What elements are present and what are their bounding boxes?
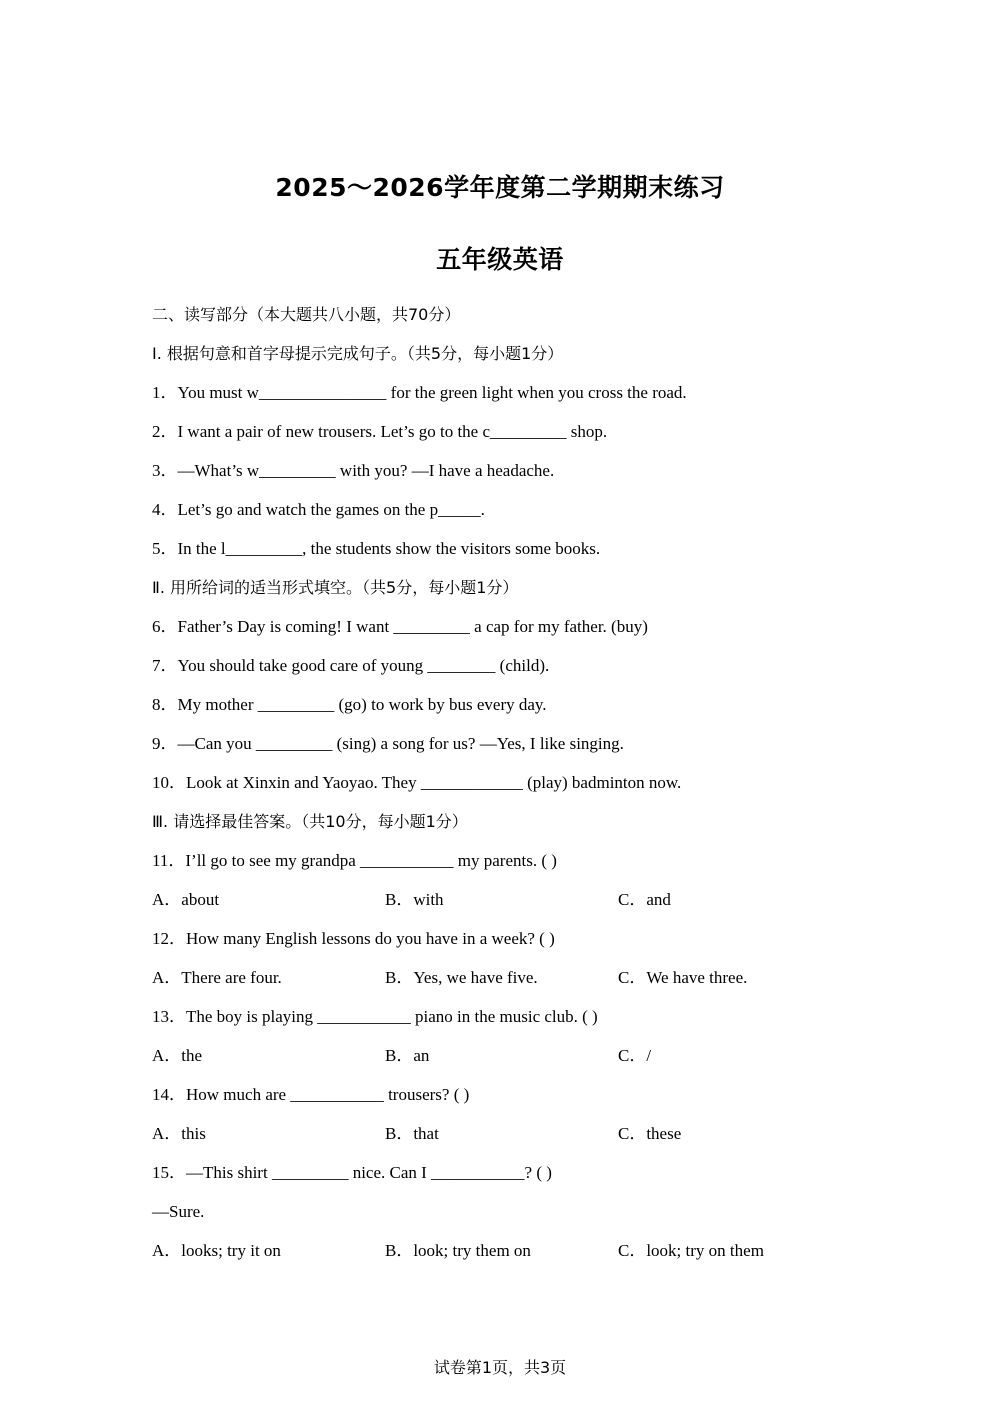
question-6: 6．Father’s Day is coming! I want _________ a cap for my father. (buy) — [152, 617, 648, 636]
question-15-reply: —Sure. — [152, 1202, 205, 1221]
question-7: 7．You should take good care of young ________ (child). — [152, 656, 550, 675]
option-b: B．look; try them on — [385, 1241, 531, 1260]
option-a: A．about — [152, 890, 220, 909]
part2-heading: Ⅱ. 用所给词的适当形式填空。（共5分，每小题1分） — [152, 578, 519, 597]
option-c: C．these — [618, 1124, 682, 1143]
option-a: A．There are four. — [152, 968, 282, 987]
question-14-options — [152, 1121, 852, 1160]
option-c: C．look; try on them — [618, 1241, 764, 1260]
part3-heading: Ⅲ. 请选择最佳答案。（共10分，每小题1分） — [152, 812, 468, 831]
question-8: 8．My mother _________ (go) to work by bus every day. — [152, 695, 547, 714]
page-footer: 试卷第1页，共3页 — [433, 1358, 567, 1377]
question-15: 15．—This shirt _________ nice. Can I ___________? ( ) — [152, 1163, 552, 1182]
question-4: 4．Let’s go and watch the games on the p_____. — [152, 500, 485, 519]
exam-subtitle: 五年级英语 — [436, 245, 564, 274]
exam-title: 2025～2026学年度第二学期期末练习 — [275, 173, 725, 202]
question-14: 14．How much are ___________ trousers? ( ) — [152, 1085, 470, 1104]
section-heading: 二、读写部分（本大题共八小题，共70分） — [152, 305, 461, 324]
option-b: B．that — [385, 1124, 439, 1143]
option-c: C．and — [618, 890, 671, 909]
exam-content — [152, 302, 852, 1277]
question-15-options — [152, 1238, 852, 1277]
question-12-options — [152, 965, 852, 1004]
question-2: 2．I want a pair of new trousers. Let’s go to the c_________ shop. — [152, 422, 608, 441]
option-b: B．with — [385, 890, 444, 909]
option-b: B．Yes, we have five. — [385, 968, 538, 987]
question-13: 13．The boy is playing ___________ piano in the music club. ( ) — [152, 1007, 598, 1026]
option-a: A．looks; try it on — [152, 1241, 281, 1260]
option-c: C．/ — [618, 1046, 652, 1065]
question-12: 12．How many English lessons do you have in a week? ( ) — [152, 929, 555, 948]
question-5: 5．In the l_________, the students show the visitors some books. — [152, 539, 601, 558]
part1-heading: Ⅰ. 根据句意和首字母提示完成句子。（共5分，每小题1分） — [152, 344, 564, 363]
question-1: 1．You must w_______________ for the green light when you cross the road. — [152, 383, 687, 402]
question-13-options — [152, 1043, 852, 1082]
option-b: B．an — [385, 1046, 430, 1065]
question-3: 3．—What’s w_________ with you? —I have a headache. — [152, 461, 555, 480]
option-a: A．the — [152, 1046, 203, 1065]
question-11: 11．I’ll go to see my grandpa ___________ my parents. ( ) — [152, 851, 557, 870]
question-11-options — [152, 887, 852, 926]
question-10: 10．Look at Xinxin and Yaoyao. They ____________ (play) badminton now. — [152, 773, 682, 792]
option-c: C．We have three. — [618, 968, 748, 987]
option-a: A．this — [152, 1124, 206, 1143]
question-9: 9．—Can you _________ (sing) a song for us? —Yes, I like singing. — [152, 734, 624, 753]
